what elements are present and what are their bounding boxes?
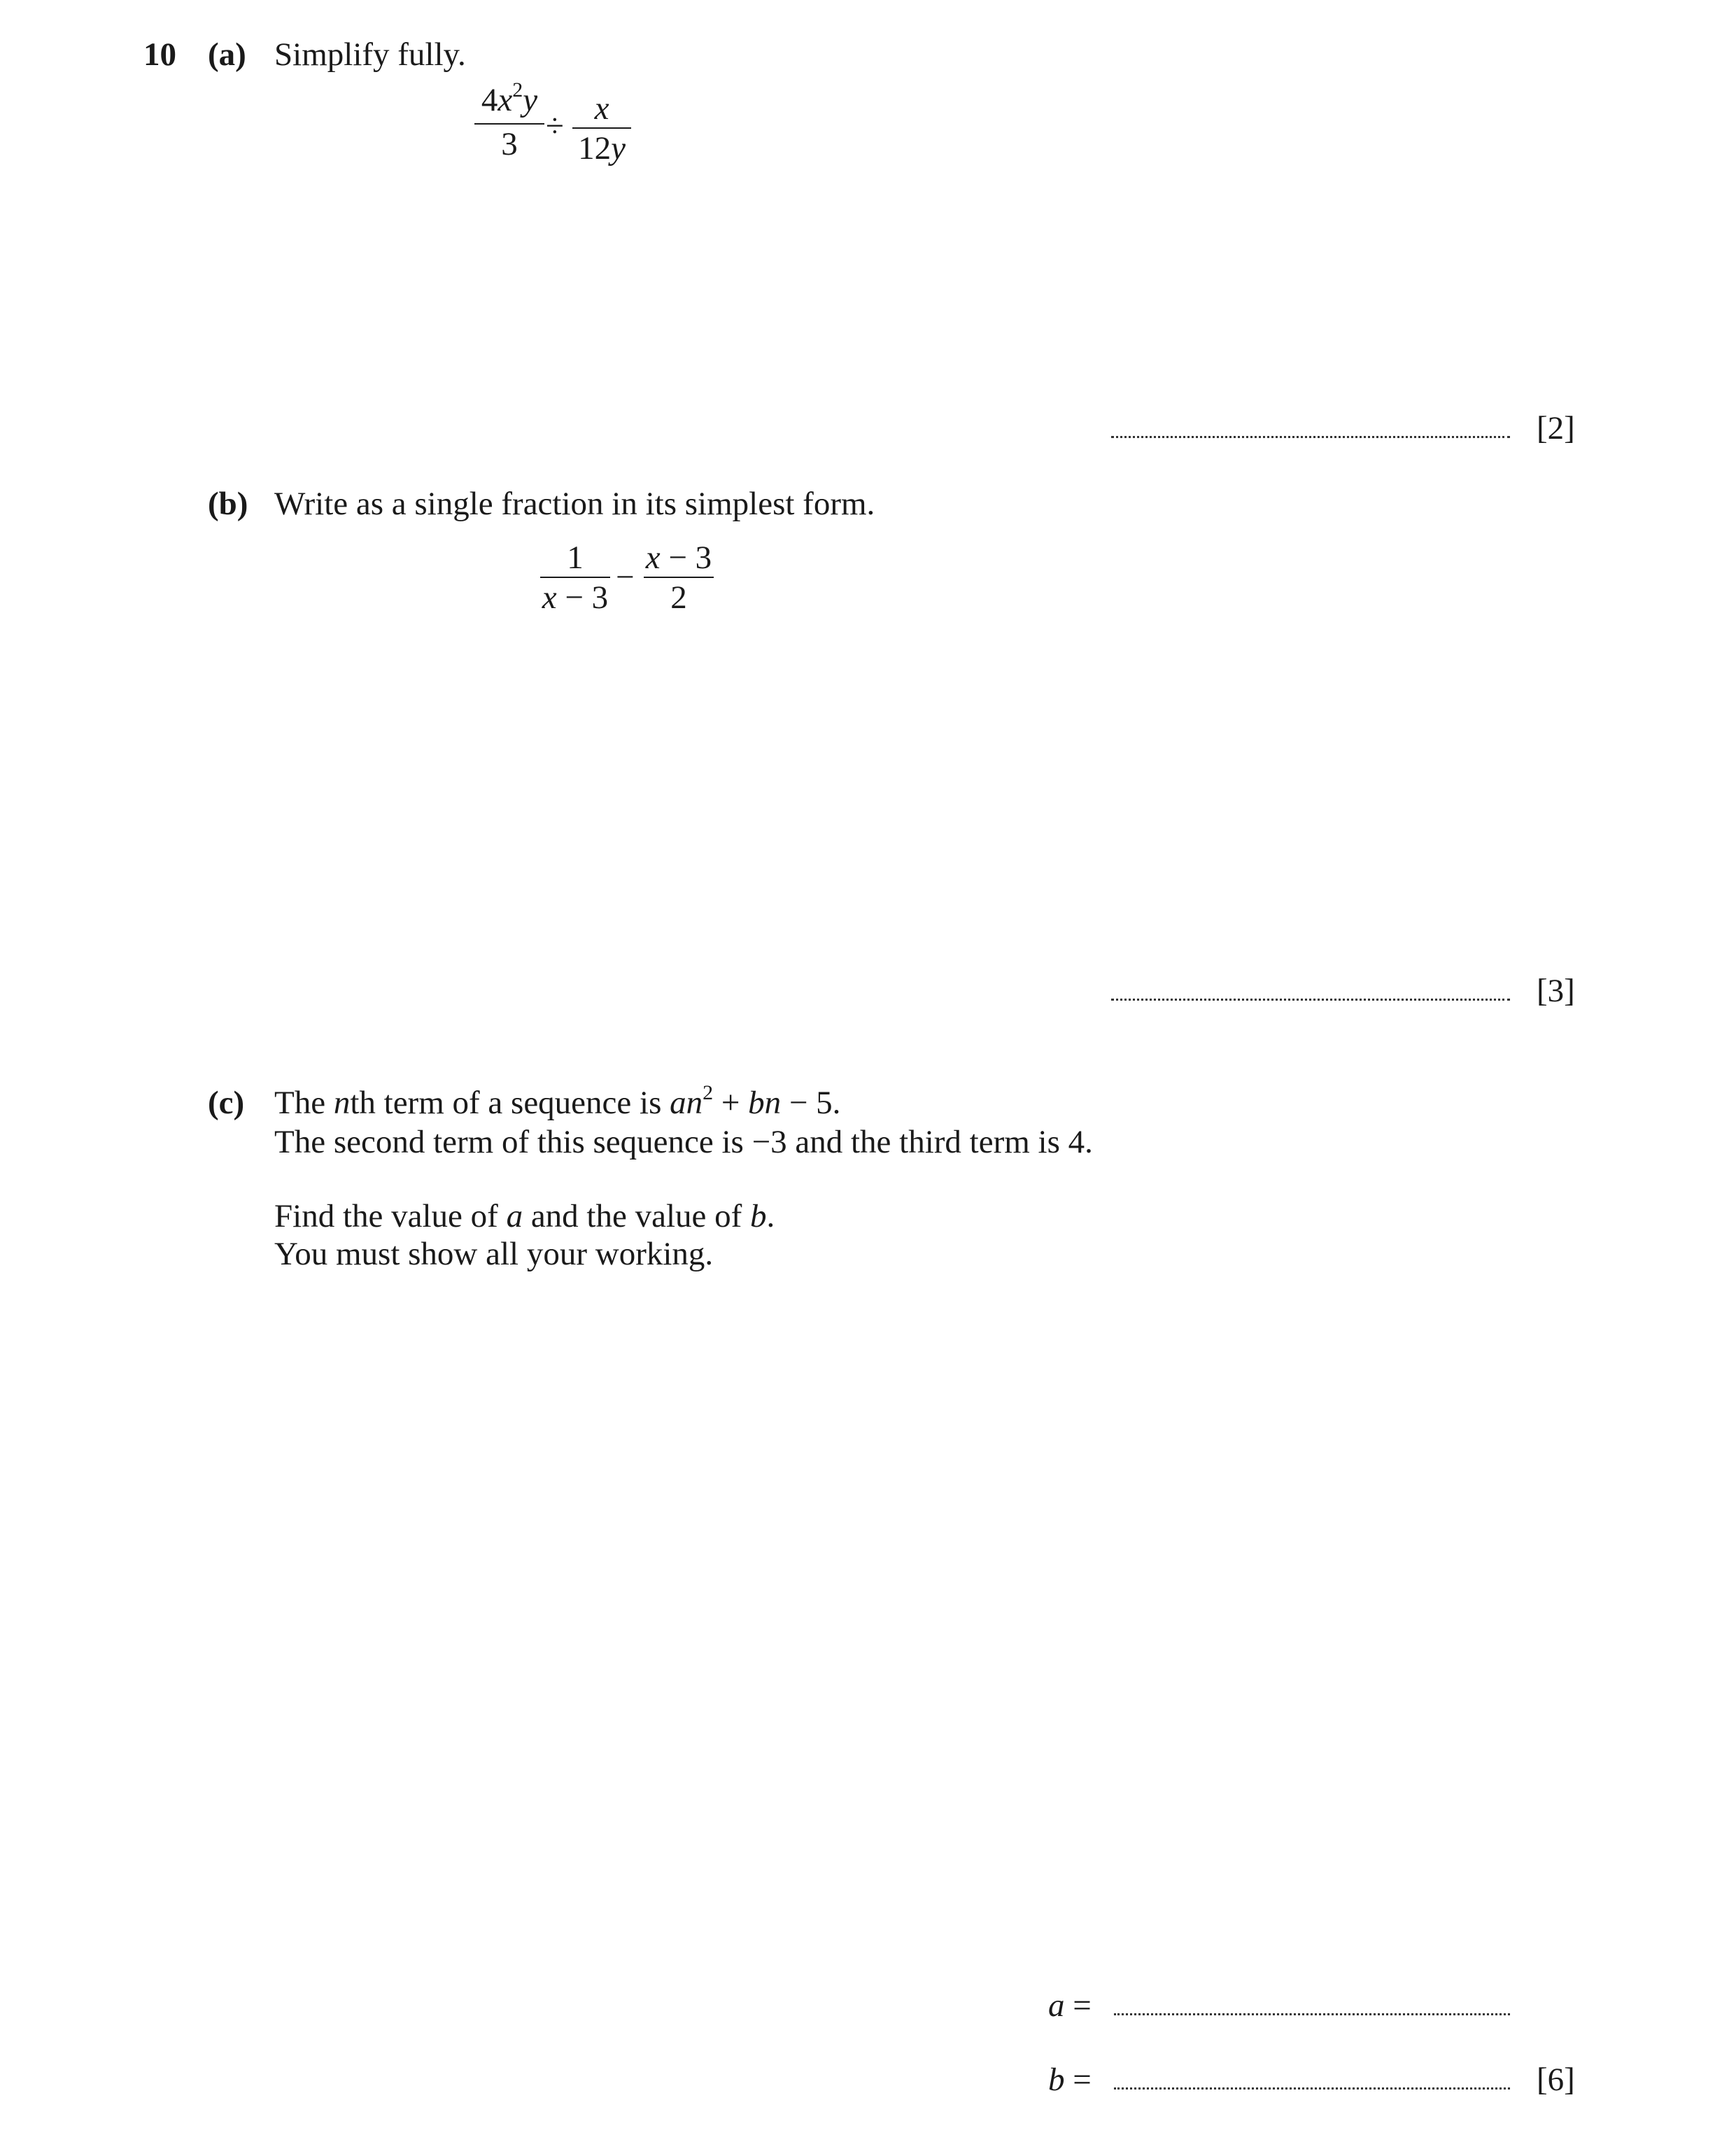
answer-line-a[interactable] (1111, 436, 1510, 438)
part-b-label: (b) (208, 486, 248, 522)
answer-a-label: a = (1048, 1987, 1092, 2024)
fraction-denominator: 2 (670, 579, 687, 616)
divide-operator: ÷ (546, 108, 564, 144)
fraction-denominator: x − 3 (542, 579, 609, 616)
fraction-numerator: x − 3 (645, 540, 712, 576)
part-b-fraction-1 (540, 540, 610, 615)
part-a-instruction: Simplify fully. (274, 36, 466, 73)
part-b-fraction-2 (644, 540, 714, 615)
part-c-line-3: Find the value of a and the value of b. (274, 1198, 775, 1234)
part-c-line-4: You must show all your working. (274, 1236, 714, 1272)
fraction-bar (572, 127, 631, 129)
answer-line-c-a[interactable] (1114, 2013, 1510, 2015)
fraction-numerator: $4x^2y$ (481, 78, 538, 118)
minus-operator: − (616, 559, 635, 596)
fraction-numerator: x (594, 90, 609, 127)
part-a-fraction-1 (474, 78, 544, 162)
answer-line-b[interactable] (1111, 999, 1510, 1001)
fraction-denominator: 3 (501, 126, 518, 162)
answer-b-label: b = (1048, 2062, 1092, 2098)
part-c-label: (c) (208, 1085, 245, 1121)
fraction-bar (474, 123, 544, 125)
marks-c: [6] (1537, 2062, 1575, 2098)
marks-a: [2] (1537, 410, 1575, 446)
fraction-numerator: 1 (567, 540, 584, 576)
answer-line-c-b[interactable] (1114, 2087, 1510, 2090)
part-c-line-1: The nth term of a sequence is $an^2$ + bn − 5. (274, 1081, 841, 1121)
fraction-bar (644, 577, 714, 578)
part-a-label: (a) (208, 36, 246, 73)
fraction-denominator: 12y (578, 130, 626, 167)
fraction-bar (540, 577, 610, 578)
part-c-line-2: The second term of this sequence is −3 and the third term is 4. (274, 1124, 1093, 1160)
question-number: 10 (143, 36, 176, 73)
part-b-instruction: Write as a single fraction in its simplest form. (274, 486, 875, 522)
part-a-fraction-2 (572, 91, 631, 166)
marks-b: [3] (1537, 973, 1575, 1009)
